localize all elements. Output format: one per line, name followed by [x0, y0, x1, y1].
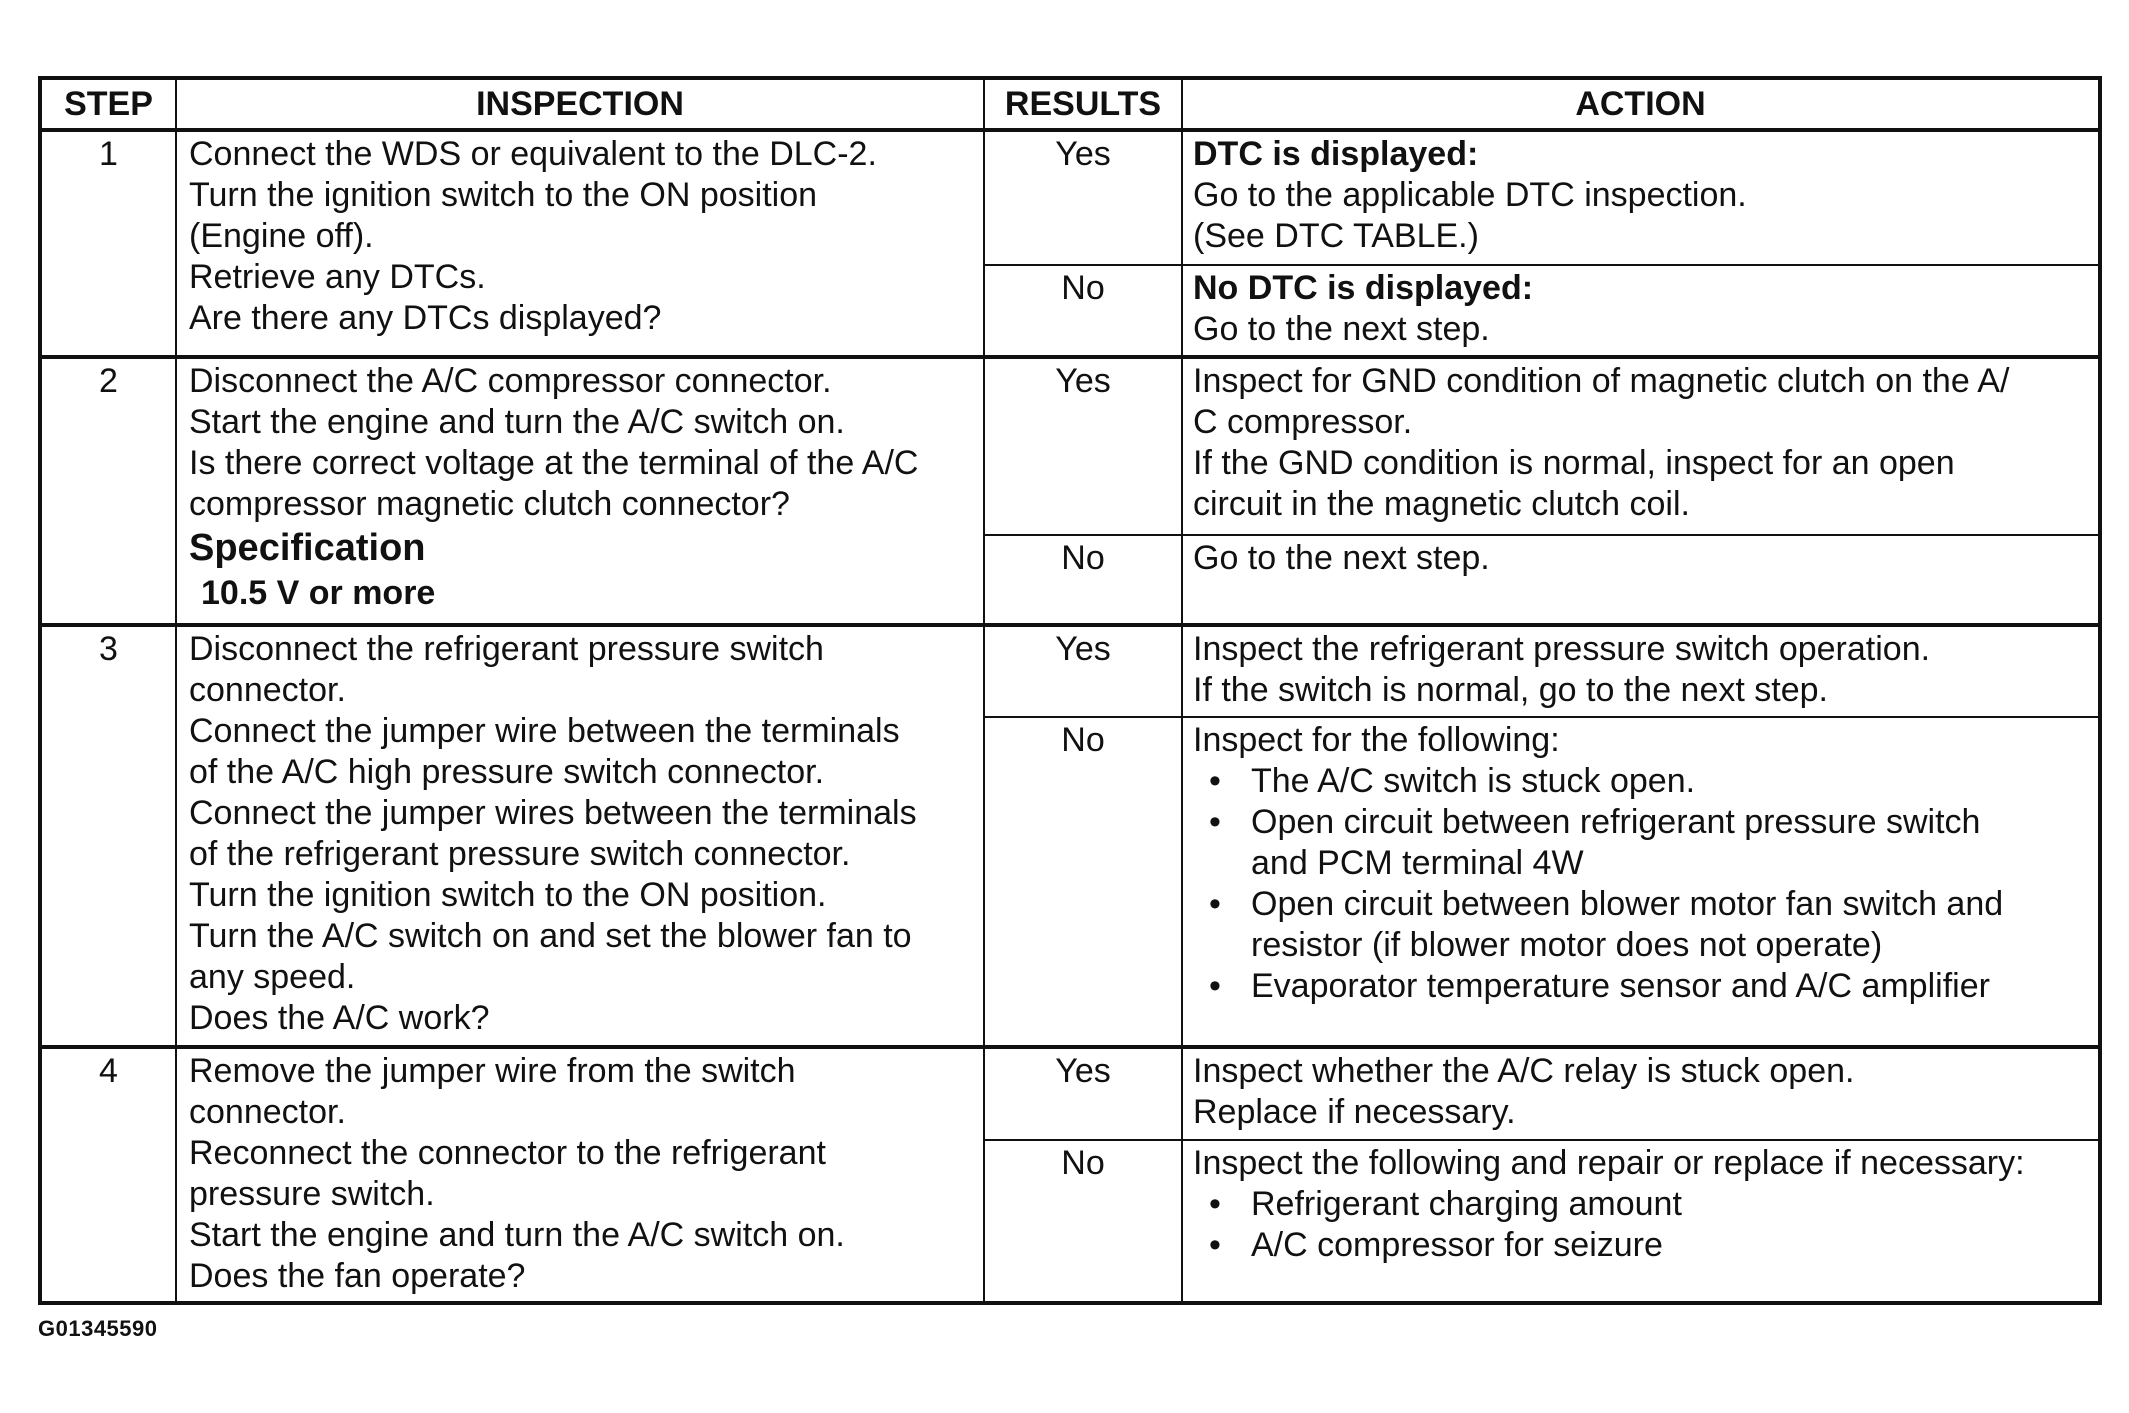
- action-line: Inspect whether the A/C relay is stuck open.: [1193, 1052, 1855, 1090]
- inspection-line: connector.: [189, 1093, 346, 1131]
- inspection-cell: [176, 130, 984, 357]
- table-row: [40, 130, 2100, 265]
- action-cell: [1182, 625, 2100, 717]
- inspection-line: compressor magnetic clutch connector?: [189, 485, 790, 523]
- inspection-line: Does the fan operate?: [189, 1257, 526, 1295]
- action-cell: [1182, 265, 2100, 357]
- step-number: 4: [40, 1047, 176, 1303]
- inspection-line: Are there any DTCs displayed?: [189, 299, 662, 337]
- inspection-line: Start the engine and turn the A/C switch on.: [189, 403, 845, 441]
- action-line: Inspect the refrigerant pressure switch operation.: [1193, 630, 1931, 668]
- action-line: If the GND condition is normal, inspect for an open: [1193, 444, 1955, 482]
- list-item: [1193, 761, 2088, 802]
- inspection-cell: [176, 357, 984, 625]
- action-heading: DTC is displayed:: [1193, 135, 1479, 173]
- result-yes: Yes: [984, 1047, 1182, 1140]
- action-line: (See DTC TABLE.): [1193, 217, 1479, 255]
- action-intro: Inspect the following and repair or replace if necessary:: [1193, 1144, 2025, 1183]
- inspection-line: any speed.: [189, 958, 356, 996]
- action-cell: [1182, 1140, 2100, 1303]
- inspection-line: Connect the jumper wire between the terminals: [189, 712, 900, 750]
- inspection-line: Turn the ignition switch to the ON position.: [189, 876, 827, 914]
- list-item: [1193, 966, 2088, 1007]
- result-no: No: [984, 535, 1182, 625]
- bullet-text: • Open circuit between blower motor fan switch and: [1251, 885, 2004, 923]
- inspection-line: Disconnect the A/C compressor connector.: [189, 362, 832, 400]
- action-heading: No DTC is displayed:: [1193, 269, 1534, 307]
- table-header-row: [40, 78, 2100, 130]
- inspection-line: pressure switch.: [189, 1175, 435, 1213]
- bullet-text: • A/C compressor for seizure: [1251, 1226, 1663, 1265]
- result-no: No: [984, 717, 1182, 1047]
- bullet-text: • The A/C switch is stuck open.: [1251, 762, 1696, 800]
- inspection-cell: [176, 625, 984, 1047]
- step-number: 3: [40, 625, 176, 1047]
- header-inspection: INSPECTION: [176, 78, 984, 130]
- action-cell: [1182, 357, 2100, 535]
- bullet-text: • Evaporator temperature sensor and A/C amplifier: [1251, 967, 1990, 1005]
- inspection-line: Remove the jumper wire from the switch: [189, 1052, 796, 1090]
- action-line: If the switch is normal, go to the next step.: [1193, 671, 1828, 709]
- action-line: Go to the next step.: [1193, 539, 1490, 577]
- table-row: [40, 357, 2100, 535]
- list-item: [1193, 884, 2088, 966]
- result-no: No: [984, 265, 1182, 357]
- action-line: circuit in the magnetic clutch coil.: [1193, 485, 1690, 523]
- header-action: ACTION: [1182, 78, 2100, 130]
- action-line: Go to the next step.: [1193, 310, 1490, 348]
- action-cell: [1182, 130, 2100, 265]
- inspection-line: connector.: [189, 671, 346, 709]
- action-line: Replace if necessary.: [1193, 1093, 1516, 1131]
- bullet-text: resistor (if blower motor does not operate): [1251, 926, 1883, 964]
- result-yes: Yes: [984, 130, 1182, 265]
- header-results: RESULTS: [984, 78, 1182, 130]
- action-line: Go to the applicable DTC inspection.: [1193, 176, 1747, 214]
- bullet-text: • Open circuit between refrigerant pressure switch: [1251, 803, 1981, 841]
- specification-title: Specification: [189, 527, 426, 569]
- action-cell: [1182, 535, 2100, 625]
- inspection-line: Does the A/C work?: [189, 999, 490, 1037]
- step-number: 1: [40, 130, 176, 357]
- table-row: [40, 625, 2100, 717]
- action-cell: [1182, 1047, 2100, 1140]
- inspection-line: Retrieve any DTCs.: [189, 258, 486, 296]
- bullet-list: [1193, 761, 2088, 1007]
- result-yes: Yes: [984, 625, 1182, 717]
- action-intro: Inspect for the following:: [1193, 721, 1560, 759]
- inspection-line: Disconnect the refrigerant pressure switch: [189, 630, 824, 668]
- bullet-text: • Refrigerant charging amount: [1251, 1185, 1682, 1224]
- list-item: [1193, 802, 2088, 884]
- action-line: C compressor.: [1193, 403, 1413, 441]
- inspection-line: Is there correct voltage at the terminal of the A/C: [189, 444, 919, 482]
- inspection-line: Start the engine and turn the A/C switch on.: [189, 1216, 845, 1254]
- bullet-text: and PCM terminal 4W: [1251, 844, 1584, 882]
- list-item: [1193, 1225, 2088, 1266]
- specification-value: 10.5 V or more: [201, 574, 436, 612]
- action-line: Inspect for GND condition of magnetic clutch on the A/: [1193, 362, 2010, 400]
- inspection-line: Turn the A/C switch on and set the blower fan to: [189, 917, 912, 955]
- inspection-line: Connect the WDS or equivalent to the DLC-2.: [189, 135, 877, 173]
- action-cell: [1182, 717, 2100, 1047]
- result-yes: Yes: [984, 357, 1182, 535]
- inspection-line: Turn the ignition switch to the ON position: [189, 176, 818, 214]
- diagnostic-table: [38, 76, 2102, 1305]
- list-item: [1193, 1184, 2088, 1225]
- inspection-line: Connect the jumper wires between the terminals: [189, 794, 917, 832]
- table-row: [40, 1047, 2100, 1140]
- result-no: No: [984, 1140, 1182, 1303]
- header-step: STEP: [40, 78, 176, 130]
- inspection-line: (Engine off).: [189, 217, 374, 255]
- inspection-line: of the refrigerant pressure switch connector.: [189, 835, 851, 873]
- bullet-list: [1193, 1184, 2088, 1266]
- figure-code: G01345590: [38, 1316, 158, 1341]
- inspection-cell: [176, 1047, 984, 1303]
- inspection-line: Reconnect the connector to the refrigerant: [189, 1134, 826, 1172]
- step-number: 2: [40, 357, 176, 625]
- inspection-line: of the A/C high pressure switch connector.: [189, 753, 825, 791]
